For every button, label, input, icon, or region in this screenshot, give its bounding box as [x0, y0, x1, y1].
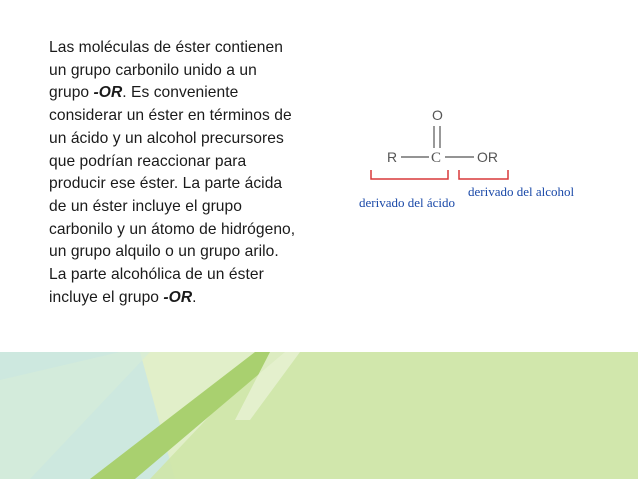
- acid-label: derivado del ácido: [359, 195, 456, 210]
- oxygen-atom: O: [432, 107, 443, 123]
- paragraph-intro: Las moléculas de éster contienen un grupo carbonilo unido a un grupo: [49, 39, 283, 102]
- paragraph-middle: . Es conveniente considerar un éster en términos de un ácido y un alcohol precursores que podrían reaccionar para producir ese éster. La parte ácida de un éster incluye el grupo carbonilo y un átomo de hidrógeno, un grupo alquilo o un grupo arilo. La parte alcohólica de un éster incluye el grupo: [49, 84, 296, 306]
- or-group-term-2: -OR: [163, 288, 193, 306]
- alcohol-label: derivado del alcohol: [468, 184, 575, 199]
- or-group: OR: [477, 149, 498, 165]
- r-group: R: [387, 149, 398, 165]
- carbon-atom: C: [431, 150, 442, 166]
- paragraph-end: .: [192, 288, 197, 306]
- or-group-term: -OR: [93, 84, 123, 102]
